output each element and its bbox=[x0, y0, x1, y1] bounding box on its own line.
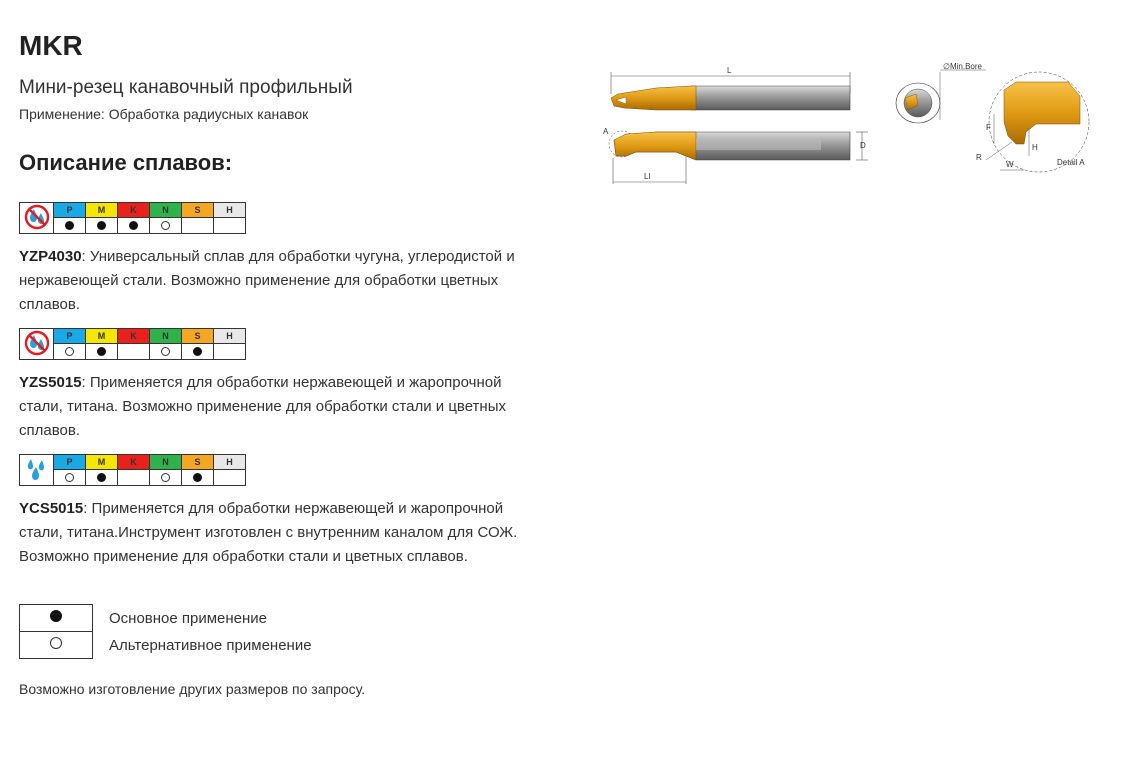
mark-cell bbox=[182, 344, 214, 360]
primary-dot bbox=[129, 221, 138, 230]
mark-cell bbox=[118, 470, 150, 486]
material-s: S bbox=[182, 203, 214, 218]
grade-table bbox=[19, 328, 246, 360]
material-h: H bbox=[214, 455, 246, 470]
material-h: H bbox=[214, 203, 246, 218]
dim-d-label: D bbox=[860, 141, 866, 150]
mark-cell bbox=[150, 218, 182, 234]
mark-cell bbox=[86, 218, 118, 234]
mark-cell bbox=[54, 470, 86, 486]
material-k: K bbox=[118, 329, 150, 344]
dim-w-label: W bbox=[1006, 160, 1014, 169]
primary-dot bbox=[65, 221, 74, 230]
legend-alternative-label: Альтернативное применение bbox=[109, 636, 312, 654]
mark-cell bbox=[118, 218, 150, 234]
primary-dot bbox=[97, 347, 106, 356]
mark-cell bbox=[118, 344, 150, 360]
application-text: Применение: Обработка радиусных канавок bbox=[19, 106, 309, 122]
alloy-code: YZP4030 bbox=[19, 248, 82, 265]
alloy-code: YCS5015 bbox=[19, 500, 84, 517]
legend-primary-symbol bbox=[20, 605, 93, 632]
alternative-dot bbox=[161, 473, 170, 482]
material-k: K bbox=[118, 455, 150, 470]
alternative-dot bbox=[161, 347, 170, 356]
tool-side-view bbox=[603, 127, 868, 184]
dim-l-label: L bbox=[727, 66, 732, 75]
product-subtitle: Мини-резец канавочный профильный bbox=[19, 77, 353, 98]
mark-cell bbox=[86, 470, 118, 486]
alloy-description bbox=[19, 371, 529, 443]
material-m: M bbox=[86, 203, 118, 218]
material-k: K bbox=[118, 203, 150, 218]
dim-f-label: F bbox=[986, 123, 991, 132]
material-h: H bbox=[214, 329, 246, 344]
dim-ll-label: Ll bbox=[644, 172, 651, 181]
material-n: N bbox=[150, 203, 182, 218]
alternative-dot bbox=[161, 221, 170, 230]
coolant-drops-icon bbox=[20, 455, 54, 486]
legend-alternative-symbol bbox=[20, 632, 93, 659]
material-n: N bbox=[150, 455, 182, 470]
alternative-dot bbox=[65, 473, 74, 482]
alternative-dot bbox=[65, 347, 74, 356]
material-p: P bbox=[54, 455, 86, 470]
min-bore-label: ∅Min.Bore bbox=[943, 62, 982, 71]
alloy-code: YZS5015 bbox=[19, 374, 82, 391]
primary-dot bbox=[97, 473, 106, 482]
material-m: M bbox=[86, 455, 118, 470]
detail-a-label: Detail A bbox=[1057, 158, 1085, 167]
tool-top-view bbox=[611, 66, 850, 110]
alloy-description-text: : Универсальный сплав для обработки чугуна, углеродистой и нержавеющей стали. Возможно применение для обработки цветных сплавов. bbox=[19, 248, 515, 313]
alloy-description-text: : Применяется для обработки нержавеющей и жаропрочной стали, титана.Инструмент изготовлен с внутренним каналом для СОЖ. Возможно применение для обработки стали и цветных сплавов. bbox=[19, 500, 518, 565]
alloy-description bbox=[19, 497, 529, 569]
primary-dot bbox=[193, 473, 202, 482]
material-p: P bbox=[54, 203, 86, 218]
mark-cell bbox=[182, 470, 214, 486]
mark-cell bbox=[54, 218, 86, 234]
primary-dot bbox=[97, 221, 106, 230]
legend-primary-label: Основное применение bbox=[109, 609, 268, 627]
no-coolant-icon bbox=[20, 329, 54, 360]
primary-dot bbox=[50, 610, 62, 622]
mark-cell bbox=[214, 218, 246, 234]
tool-end-view bbox=[896, 62, 986, 123]
mark-cell bbox=[54, 344, 86, 360]
material-p: P bbox=[54, 329, 86, 344]
primary-dot bbox=[193, 347, 202, 356]
grade-table bbox=[19, 454, 246, 486]
material-s: S bbox=[182, 455, 214, 470]
material-m: M bbox=[86, 329, 118, 344]
material-s: S bbox=[182, 329, 214, 344]
detail-a-view bbox=[976, 72, 1089, 172]
footer-note: Возможно изготовление других размеров по запросу. bbox=[19, 681, 366, 697]
material-n: N bbox=[150, 329, 182, 344]
no-coolant-icon bbox=[20, 203, 54, 234]
mark-cell bbox=[182, 218, 214, 234]
tool-technical-drawing bbox=[596, 60, 1096, 195]
grade-table bbox=[19, 202, 246, 234]
mark-cell bbox=[86, 344, 118, 360]
legend-table bbox=[19, 604, 313, 659]
mark-cell bbox=[150, 344, 182, 360]
alternative-dot bbox=[50, 637, 62, 649]
detail-a-marker: A bbox=[603, 127, 609, 136]
alloy-description-text: : Применяется для обработки нержавеющей и жаропрочной стали, титана. Возможно применение для обработки стали и цветных сплавов. bbox=[19, 374, 506, 439]
dim-h-label: H bbox=[1032, 143, 1038, 152]
alloys-section-title: Описание сплавов: bbox=[19, 150, 233, 175]
mark-cell bbox=[214, 344, 246, 360]
mark-cell bbox=[150, 470, 182, 486]
mark-cell bbox=[214, 470, 246, 486]
alloy-description bbox=[19, 245, 529, 317]
page-title: MKR bbox=[19, 30, 83, 61]
dim-r-label: R bbox=[976, 153, 982, 162]
